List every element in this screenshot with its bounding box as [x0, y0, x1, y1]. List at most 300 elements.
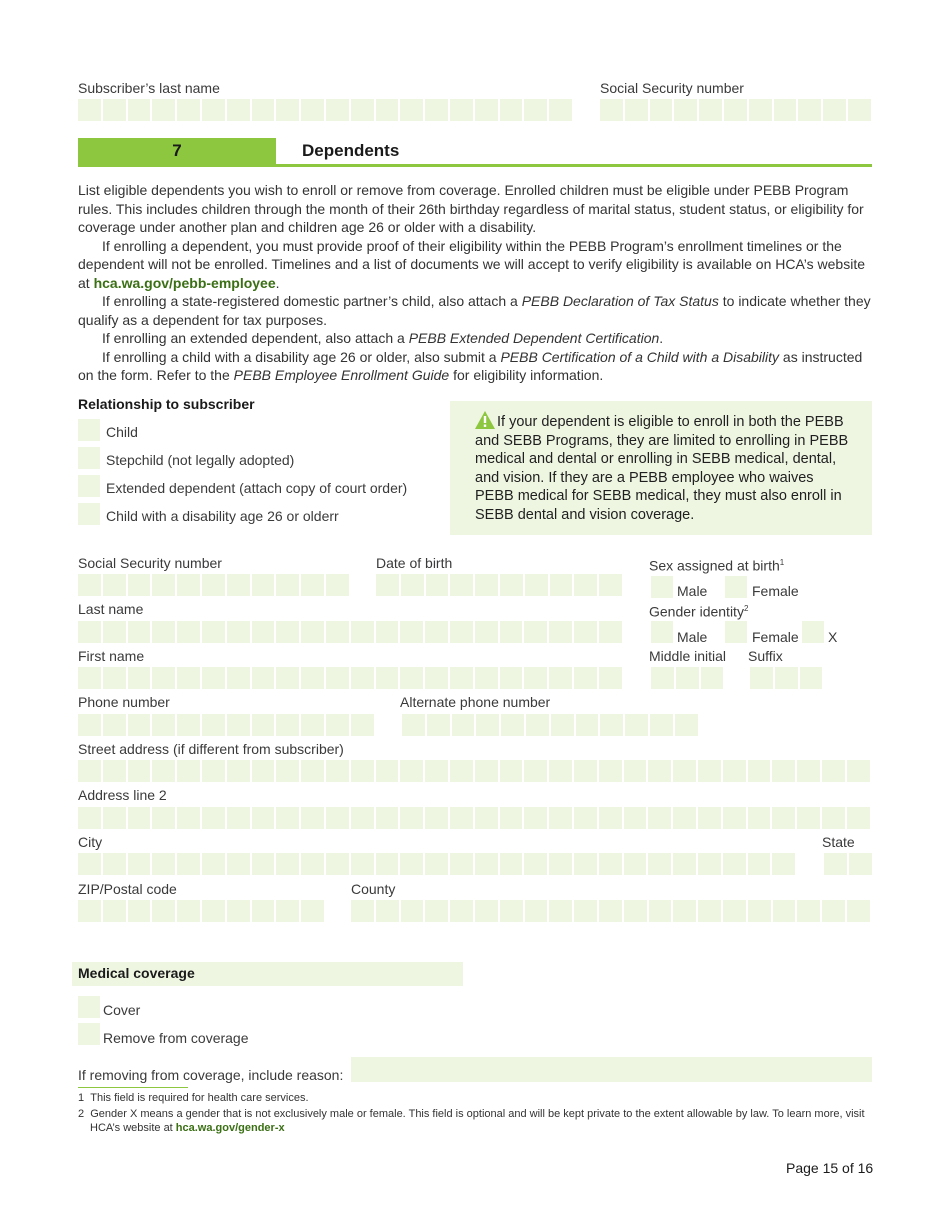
char-box[interactable] — [276, 807, 299, 829]
char-box[interactable] — [524, 853, 547, 875]
char-box[interactable] — [227, 807, 250, 829]
char-box[interactable] — [177, 853, 200, 875]
char-box[interactable] — [574, 807, 597, 829]
char-box[interactable] — [674, 99, 697, 121]
char-box[interactable] — [177, 667, 200, 689]
char-box[interactable] — [698, 900, 721, 922]
relationship-heading: Relationship to subscriber — [78, 396, 255, 412]
char-box[interactable] — [847, 760, 870, 782]
char-box[interactable] — [748, 853, 771, 875]
char-box[interactable] — [252, 574, 275, 596]
char-box[interactable] — [276, 667, 299, 689]
char-box[interactable] — [376, 667, 399, 689]
char-box[interactable] — [301, 760, 324, 782]
subscriber-ssn-label: Social Security number — [600, 80, 744, 96]
char-box[interactable] — [400, 853, 423, 875]
char-box[interactable] — [128, 900, 151, 922]
char-box[interactable] — [128, 807, 151, 829]
sex-female-checkbox[interactable] — [725, 576, 747, 598]
char-box[interactable] — [822, 900, 845, 922]
char-box[interactable] — [824, 853, 847, 875]
char-box[interactable] — [376, 760, 399, 782]
char-box[interactable] — [128, 760, 151, 782]
char-box[interactable] — [276, 621, 299, 643]
char-box[interactable] — [227, 900, 250, 922]
char-box[interactable] — [128, 853, 151, 875]
char-box[interactable] — [475, 99, 498, 121]
char-box[interactable] — [524, 99, 547, 121]
alt-phone-input[interactable] — [402, 714, 698, 736]
char-box[interactable] — [202, 667, 225, 689]
char-box[interactable] — [252, 900, 275, 922]
alt-phone-label: Alternate phone number — [400, 694, 551, 710]
char-box[interactable] — [525, 900, 548, 922]
char-box[interactable] — [78, 99, 101, 121]
char-box[interactable] — [501, 714, 524, 736]
char-box[interactable] — [376, 900, 399, 922]
state-input[interactable] — [824, 853, 872, 875]
char-box[interactable] — [673, 807, 696, 829]
char-box[interactable] — [103, 99, 126, 121]
char-box[interactable] — [78, 574, 101, 596]
subscriber-ssn-input[interactable] — [600, 99, 871, 121]
char-box[interactable] — [425, 621, 448, 643]
char-box[interactable] — [128, 574, 151, 596]
street-address-input[interactable] — [78, 760, 870, 782]
char-box[interactable] — [698, 853, 721, 875]
char-box[interactable] — [650, 714, 673, 736]
char-box[interactable] — [103, 667, 126, 689]
char-box[interactable] — [475, 853, 498, 875]
char-box[interactable] — [326, 853, 349, 875]
char-box[interactable] — [500, 667, 523, 689]
char-box[interactable] — [276, 714, 299, 736]
dependent-ssn-label: Social Security number — [78, 555, 222, 571]
char-box[interactable] — [549, 807, 572, 829]
char-box[interactable] — [649, 900, 672, 922]
char-box[interactable] — [227, 853, 250, 875]
medical-remove-label: Remove from coverage — [103, 1030, 249, 1046]
char-box[interactable] — [823, 99, 846, 121]
char-box[interactable] — [351, 807, 374, 829]
char-box[interactable] — [202, 807, 225, 829]
last-name-label: Last name — [78, 601, 144, 617]
medical-cover-label: Cover — [103, 1002, 141, 1018]
char-box[interactable] — [425, 900, 448, 922]
char-box[interactable] — [524, 621, 547, 643]
char-box[interactable] — [128, 714, 151, 736]
char-box[interactable] — [723, 853, 746, 875]
char-box[interactable] — [227, 760, 250, 782]
char-box[interactable] — [152, 853, 175, 875]
sex-label: Sex assigned at birth$^1$ — [649, 557, 785, 574]
gender-x-link[interactable]: hca.wa.gov/gender-x — [175, 1122, 285, 1134]
char-box[interactable] — [551, 714, 574, 736]
subscriber-last-name-label: Subscriber’s last name — [78, 80, 220, 96]
char-box[interactable] — [549, 621, 572, 643]
char-box[interactable] — [772, 760, 795, 782]
gender-male-checkbox[interactable] — [651, 621, 673, 643]
char-box[interactable] — [351, 714, 374, 736]
phone-input[interactable] — [78, 714, 374, 736]
city-input[interactable] — [78, 853, 795, 875]
char-box[interactable] — [276, 853, 299, 875]
char-box[interactable] — [848, 99, 871, 121]
char-box[interactable] — [625, 99, 648, 121]
dob-label: Date of birth — [376, 555, 453, 571]
zip-input[interactable] — [78, 900, 324, 922]
char-box[interactable] — [401, 574, 424, 596]
char-box[interactable] — [326, 621, 349, 643]
char-box[interactable] — [723, 807, 746, 829]
char-box[interactable] — [450, 621, 473, 643]
char-box[interactable] — [624, 900, 647, 922]
subscriber-last-name-input[interactable] — [78, 99, 572, 121]
char-box[interactable] — [351, 760, 374, 782]
char-box[interactable] — [450, 900, 473, 922]
char-box[interactable] — [475, 760, 498, 782]
char-box[interactable] — [699, 99, 722, 121]
char-box[interactable] — [276, 574, 299, 596]
char-box[interactable] — [301, 574, 324, 596]
intro-text — [78, 181, 873, 385]
char-box[interactable] — [475, 900, 498, 922]
char-box[interactable] — [351, 667, 374, 689]
suffix-input[interactable] — [750, 667, 822, 689]
char-box[interactable] — [450, 667, 473, 689]
char-box[interactable] — [450, 853, 473, 875]
char-box[interactable] — [301, 621, 324, 643]
first-name-input[interactable] — [78, 667, 622, 689]
disability-cert-doc: PEBB Certification of a Child with a Disability — [500, 348, 780, 365]
char-box[interactable] — [152, 760, 175, 782]
char-box[interactable] — [128, 667, 151, 689]
char-box[interactable] — [576, 714, 599, 736]
pebb-employee-link[interactable]: hca.wa.gov/pebb-employee — [93, 274, 276, 291]
char-box[interactable] — [524, 760, 547, 782]
char-box[interactable] — [500, 900, 523, 922]
char-box[interactable] — [376, 807, 399, 829]
char-box[interactable] — [103, 760, 126, 782]
intro-paragraph-4: If enrolling an extended dependent, also attach a PEBB Extended Dependent Certification. — [102, 330, 664, 346]
char-box[interactable] — [103, 714, 126, 736]
char-box[interactable] — [500, 807, 523, 829]
char-box[interactable] — [648, 760, 671, 782]
char-box[interactable] — [450, 99, 473, 121]
medical-cover-checkbox[interactable] — [78, 996, 100, 1018]
char-box[interactable] — [450, 760, 473, 782]
char-box[interactable] — [574, 621, 597, 643]
char-box[interactable] — [326, 574, 349, 596]
char-box[interactable] — [152, 621, 175, 643]
char-box[interactable] — [525, 574, 548, 596]
char-box[interactable] — [475, 621, 498, 643]
char-box[interactable] — [723, 900, 746, 922]
char-box[interactable] — [797, 900, 820, 922]
char-box[interactable] — [500, 574, 523, 596]
char-box[interactable] — [202, 99, 225, 121]
char-box[interactable] — [475, 667, 498, 689]
char-box[interactable] — [524, 807, 547, 829]
char-box[interactable] — [376, 99, 399, 121]
char-box[interactable] — [574, 853, 597, 875]
char-box[interactable] — [450, 807, 473, 829]
char-box[interactable] — [701, 667, 724, 689]
char-box[interactable] — [252, 760, 275, 782]
char-box[interactable] — [103, 900, 126, 922]
char-box[interactable] — [550, 574, 573, 596]
char-box[interactable] — [177, 714, 200, 736]
char-box[interactable] — [574, 900, 597, 922]
dob-input[interactable] — [376, 574, 622, 596]
sex-male-checkbox[interactable] — [651, 576, 673, 598]
char-box[interactable] — [500, 99, 523, 121]
char-box[interactable] — [549, 853, 572, 875]
medical-remove-checkbox[interactable] — [78, 1023, 100, 1045]
char-box[interactable] — [400, 807, 423, 829]
char-box[interactable] — [847, 807, 870, 829]
char-box[interactable] — [797, 807, 820, 829]
char-box[interactable] — [748, 760, 771, 782]
char-box[interactable] — [425, 853, 448, 875]
char-box[interactable] — [599, 760, 622, 782]
relationship-child-checkbox[interactable] — [78, 419, 100, 441]
char-box[interactable] — [202, 900, 225, 922]
address-line-2-input[interactable] — [78, 807, 870, 829]
char-box[interactable] — [202, 621, 225, 643]
middle-initial-input[interactable] — [651, 667, 723, 689]
char-box[interactable] — [351, 853, 374, 875]
char-box[interactable] — [574, 760, 597, 782]
char-box[interactable] — [128, 621, 151, 643]
char-box[interactable] — [549, 760, 572, 782]
char-box[interactable] — [599, 900, 622, 922]
char-box[interactable] — [103, 621, 126, 643]
char-box[interactable] — [475, 574, 498, 596]
char-box[interactable] — [177, 99, 200, 121]
char-box[interactable] — [103, 853, 126, 875]
dependent-ssn-input[interactable] — [78, 574, 349, 596]
char-box[interactable] — [78, 807, 101, 829]
char-box[interactable] — [402, 714, 425, 736]
enrollment-guide-doc: PEBB Employee Enrollment Guide — [233, 367, 450, 383]
char-box[interactable] — [326, 760, 349, 782]
char-box[interactable] — [452, 714, 475, 736]
char-box[interactable] — [698, 760, 721, 782]
char-box[interactable] — [549, 667, 572, 689]
char-box[interactable] — [476, 714, 499, 736]
char-box[interactable] — [425, 760, 448, 782]
char-box[interactable] — [574, 574, 597, 596]
char-box[interactable] — [252, 807, 275, 829]
char-box[interactable] — [648, 807, 671, 829]
char-box[interactable] — [426, 574, 449, 596]
char-box[interactable] — [78, 667, 101, 689]
char-box[interactable] — [549, 99, 572, 121]
char-box[interactable] — [847, 900, 870, 922]
char-box[interactable] — [227, 621, 250, 643]
char-box[interactable] — [425, 667, 448, 689]
char-box[interactable] — [128, 99, 151, 121]
char-box[interactable] — [800, 667, 823, 689]
char-box[interactable] — [227, 99, 250, 121]
char-box[interactable] — [78, 900, 101, 922]
char-box[interactable] — [676, 667, 699, 689]
char-box[interactable] — [724, 99, 747, 121]
county-input[interactable] — [351, 900, 870, 922]
char-box[interactable] — [252, 621, 275, 643]
char-box[interactable] — [475, 807, 498, 829]
char-box[interactable] — [326, 667, 349, 689]
char-box[interactable] — [78, 853, 101, 875]
char-box[interactable] — [774, 99, 797, 121]
char-box[interactable] — [202, 853, 225, 875]
char-box[interactable] — [78, 621, 101, 643]
char-box[interactable] — [252, 667, 275, 689]
char-box[interactable] — [772, 853, 795, 875]
char-box[interactable] — [252, 853, 275, 875]
char-box[interactable] — [376, 574, 399, 596]
char-box[interactable] — [376, 621, 399, 643]
char-box[interactable] — [748, 807, 771, 829]
char-box[interactable] — [276, 900, 299, 922]
char-box[interactable] — [822, 760, 845, 782]
char-box[interactable] — [276, 99, 299, 121]
char-box[interactable] — [152, 667, 175, 689]
gender-x-checkbox[interactable] — [802, 621, 824, 643]
char-box[interactable] — [276, 760, 299, 782]
char-box[interactable] — [723, 760, 746, 782]
char-box[interactable] — [401, 900, 424, 922]
char-box[interactable] — [500, 621, 523, 643]
char-box[interactable] — [351, 99, 374, 121]
char-box[interactable] — [400, 667, 423, 689]
char-box[interactable] — [427, 714, 450, 736]
char-box[interactable] — [202, 574, 225, 596]
char-box[interactable] — [599, 807, 622, 829]
char-box[interactable] — [78, 760, 101, 782]
char-box[interactable] — [698, 807, 721, 829]
intro-paragraph-5: If enrolling a child with a disability age 26 or older, also submit a PEBB Certification of a Child with a Disability as instructed on the form. Refer to the PEBB Employee Enrollment Guide for eligibility information. — [78, 348, 863, 383]
char-box[interactable] — [376, 853, 399, 875]
char-box[interactable] — [425, 807, 448, 829]
char-box[interactable] — [400, 760, 423, 782]
char-box[interactable] — [748, 900, 771, 922]
char-box[interactable] — [152, 807, 175, 829]
char-box[interactable] — [549, 900, 572, 922]
relationship-extended-checkbox[interactable] — [78, 475, 100, 497]
char-box[interactable] — [624, 853, 647, 875]
suffix-label: Suffix — [748, 648, 783, 664]
char-box[interactable] — [103, 807, 126, 829]
char-box[interactable] — [152, 900, 175, 922]
char-box[interactable] — [177, 807, 200, 829]
char-box[interactable] — [177, 574, 200, 596]
char-box[interactable] — [675, 714, 698, 736]
char-box[interactable] — [599, 621, 622, 643]
char-box[interactable] — [301, 900, 324, 922]
char-box[interactable] — [673, 853, 696, 875]
char-box[interactable] — [252, 99, 275, 121]
char-box[interactable] — [651, 667, 674, 689]
char-box[interactable] — [177, 621, 200, 643]
char-box[interactable] — [797, 760, 820, 782]
char-box[interactable] — [773, 900, 796, 922]
char-box[interactable] — [252, 714, 275, 736]
char-box[interactable] — [326, 714, 349, 736]
char-box[interactable] — [500, 760, 523, 782]
removal-reason-input[interactable] — [351, 1057, 872, 1082]
char-box[interactable] — [822, 807, 845, 829]
state-label: State — [822, 834, 855, 850]
char-box[interactable] — [524, 667, 547, 689]
char-box[interactable] — [152, 574, 175, 596]
char-box[interactable] — [624, 760, 647, 782]
char-box[interactable] — [301, 99, 324, 121]
char-box[interactable] — [425, 99, 448, 121]
char-box[interactable] — [227, 667, 250, 689]
char-box[interactable] — [599, 667, 622, 689]
char-box[interactable] — [772, 807, 795, 829]
char-box[interactable] — [301, 807, 324, 829]
char-box[interactable] — [749, 99, 772, 121]
char-box[interactable] — [450, 574, 473, 596]
char-box[interactable] — [177, 760, 200, 782]
char-box[interactable] — [301, 714, 324, 736]
char-box[interactable] — [624, 807, 647, 829]
char-box[interactable] — [400, 621, 423, 643]
char-box[interactable] — [400, 99, 423, 121]
char-box[interactable] — [152, 99, 175, 121]
char-box[interactable] — [351, 621, 374, 643]
char-box[interactable] — [775, 667, 798, 689]
char-box[interactable] — [227, 714, 250, 736]
char-box[interactable] — [600, 99, 623, 121]
char-box[interactable] — [673, 900, 696, 922]
char-box[interactable] — [103, 574, 126, 596]
char-box[interactable] — [351, 900, 374, 922]
char-box[interactable] — [849, 853, 872, 875]
char-box[interactable] — [227, 574, 250, 596]
char-box[interactable] — [202, 760, 225, 782]
char-box[interactable] — [599, 853, 622, 875]
char-box[interactable] — [500, 853, 523, 875]
gender-female-checkbox[interactable] — [725, 621, 747, 643]
char-box[interactable] — [326, 807, 349, 829]
char-box[interactable] — [326, 99, 349, 121]
char-box[interactable] — [202, 714, 225, 736]
char-box[interactable] — [78, 714, 101, 736]
char-box[interactable] — [798, 99, 821, 121]
char-box[interactable] — [301, 853, 324, 875]
char-box[interactable] — [648, 853, 671, 875]
char-box[interactable] — [301, 667, 324, 689]
city-label: City — [78, 834, 103, 850]
char-box[interactable] — [599, 574, 622, 596]
char-box[interactable] — [750, 667, 773, 689]
char-box[interactable] — [673, 760, 696, 782]
char-box[interactable] — [600, 714, 623, 736]
char-box[interactable] — [152, 714, 175, 736]
last-name-input[interactable] — [78, 621, 622, 643]
char-box[interactable] — [526, 714, 549, 736]
char-box[interactable] — [574, 667, 597, 689]
char-box[interactable] — [177, 900, 200, 922]
relationship-stepchild-checkbox[interactable] — [78, 447, 100, 469]
relationship-disability-checkbox[interactable] — [78, 503, 100, 525]
char-box[interactable] — [650, 99, 673, 121]
char-box[interactable] — [625, 714, 648, 736]
